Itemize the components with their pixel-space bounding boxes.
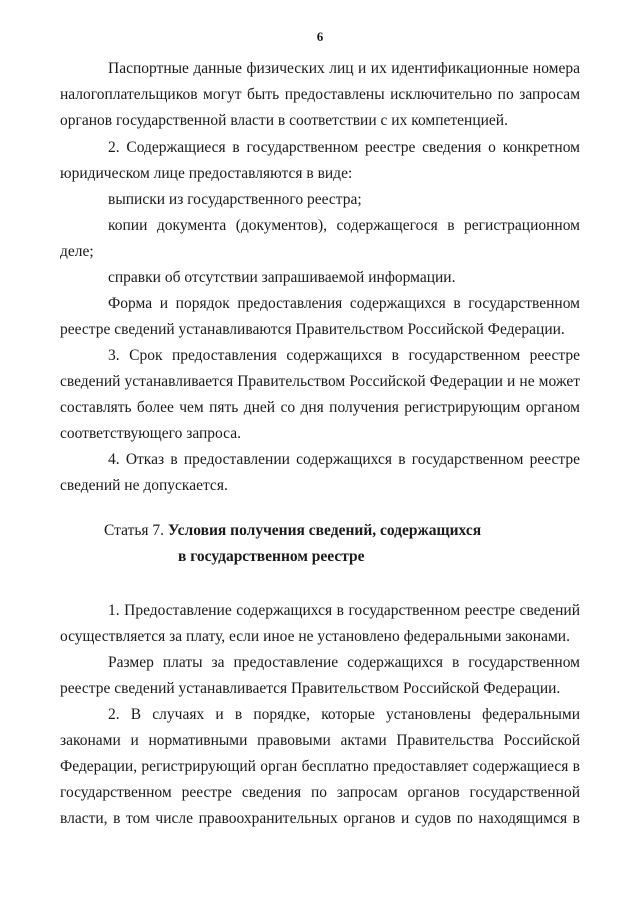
- text-line: составлять более чем пять дней со дня получения регистрирующим органом: [60, 399, 580, 416]
- text-line: осуществляется за плату, если иное не установлено федеральными законами.: [60, 628, 570, 645]
- article-label: Статья 7.: [104, 522, 165, 539]
- text-line: справки об отсутствии запрашиваемой информации.: [108, 269, 456, 286]
- page-number: 6: [316, 29, 324, 44]
- text-line: государственном реестре сведения по запросам органов государственной: [60, 784, 580, 801]
- text-line: выписки из государственного реестра;: [108, 191, 362, 208]
- text-line: Размер платы за предоставление содержащихся в государственном: [108, 654, 580, 671]
- text-line: копии документа (документов), содержащегося в регистрационном: [108, 217, 580, 234]
- text-line: реестре сведений устанавливается Правительством Российской Федерации.: [60, 680, 561, 697]
- text-line: 3. Срок предоставления содержащихся в государственном реестре: [108, 347, 580, 364]
- text-line: налогоплательщиков могут быть предоставлены исключительно по запросам: [60, 86, 580, 103]
- text-line: законами и нормативными правовыми актами Правительства Российской: [60, 732, 580, 749]
- text-line: Федерации, регистрирующий орган бесплатно предоставляет содержащиеся в: [60, 758, 580, 775]
- text-line: реестре сведений устанавливаются Правительством Российской Федерации.: [60, 321, 565, 338]
- article-heading: [104, 518, 564, 570]
- text-line: деле;: [60, 243, 94, 260]
- text-line: соответствующего запроса.: [60, 425, 242, 442]
- text-line: 4. Отказ в предоставлении содержащихся в государственном реестре: [108, 451, 580, 468]
- text-line: сведений не допускается.: [60, 477, 228, 494]
- body-text-upper: [60, 56, 580, 499]
- text-line: власти, в том числе правоохранительных органов и судов по находящимся в: [60, 810, 580, 827]
- text-line: органов государственной власти в соответствии с их компетенцией.: [60, 112, 508, 129]
- text-line: Форма и порядок предоставления содержащихся в государственном: [108, 295, 580, 312]
- article-title-continued: в государственном реестре: [178, 548, 365, 565]
- text-line: Паспортные данные физических лиц и их идентификационные номера: [108, 60, 580, 77]
- article-title: Условия получения сведений, содержащихся: [167, 522, 482, 539]
- text-line: сведений устанавливается Правительством Российской Федерации и не может: [60, 373, 580, 390]
- text-line: юридическом лице предоставляются в виде:: [60, 165, 353, 182]
- text-line: 2. В случаях и в порядке, которые установлены федеральными: [108, 706, 580, 723]
- body-text-lower: [60, 598, 580, 832]
- text-line: 2. Содержащиеся в государственном реестре сведения о конкретном: [108, 139, 580, 156]
- text-line: 1. Предоставление содержащихся в государственном реестре сведений: [108, 602, 580, 619]
